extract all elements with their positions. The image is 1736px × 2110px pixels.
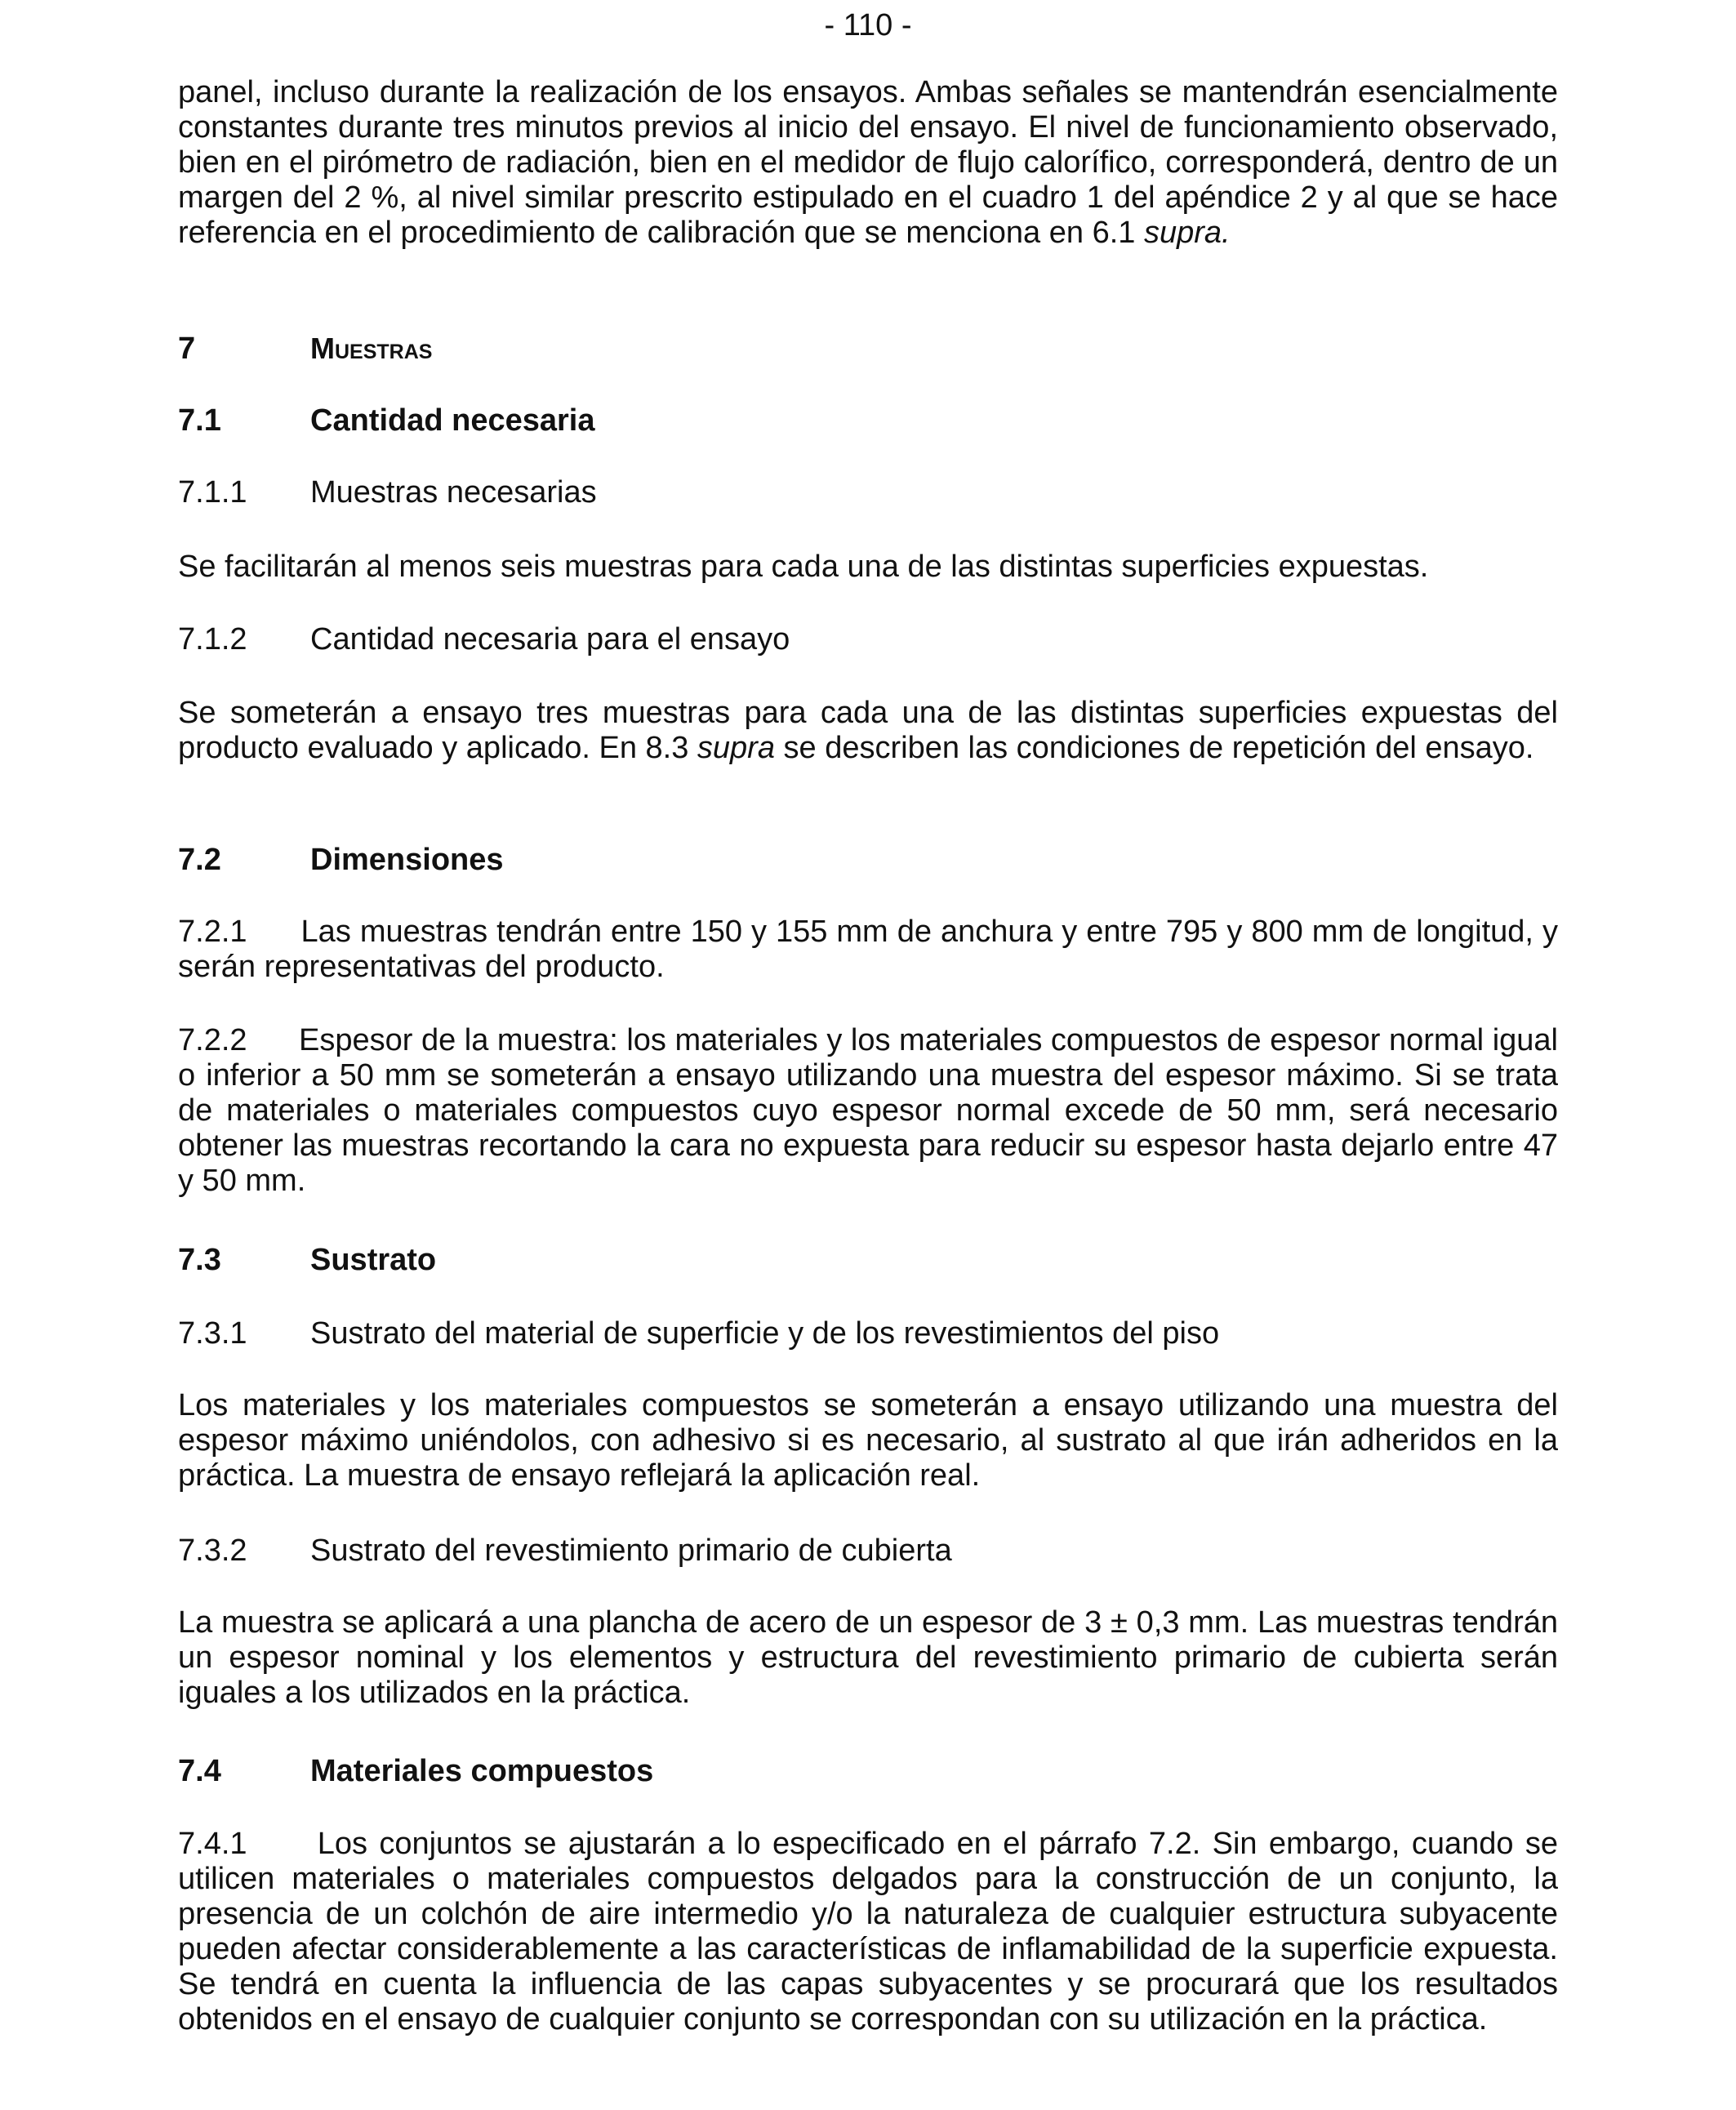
section-number: 7: [178, 332, 196, 366]
section-7-1-heading: [178, 402, 594, 439]
paragraph-7-1-1: Se facilitarán al menos seis muestras para cada una de las distintas superficies expuestas.: [178, 550, 1429, 584]
page-number: - 110 -: [824, 8, 912, 42]
section-7-3-heading: [178, 1241, 436, 1279]
section-number: 7.4: [178, 1754, 221, 1788]
section-number: 7.2: [178, 843, 221, 877]
section-7-3-2-heading: [178, 1532, 952, 1569]
section-7-3-1-heading: [178, 1315, 1219, 1352]
section-title: Cantidad necesaria para el ensayo: [310, 622, 790, 657]
paragraph-number: 7.2.1: [178, 915, 247, 949]
paragraph-7-1-2-italic: supra: [697, 731, 775, 765]
section-number: 7.1.1: [178, 475, 247, 510]
section-title: Sustrato del material de superficie y de los revestimientos del piso: [310, 1316, 1220, 1351]
section-number: 7.3.2: [178, 1534, 247, 1568]
paragraph-7-2-1: [178, 915, 1558, 985]
paragraph-number: 7.4.1: [178, 1827, 247, 1861]
paragraph-text: Las muestras tendrán entre 150 y 155 mm de anchura y entre 795 y 800 mm de longitud, y serán representativas del producto.: [178, 915, 1558, 984]
paragraph-7-1-2: [178, 696, 1558, 766]
section-7-4-heading: [178, 1752, 653, 1790]
paragraph-number: 7.2.2: [178, 1023, 247, 1057]
paragraph-7-3-2: La muestra se aplicará a una plancha de acero de un espesor de 3 ± 0,3 mm. Las muestras tendrán un espesor nominal y los elementos y estructura del revestimiento primario de cubierta serán iguales a los utilizados en la práctica.: [178, 1605, 1558, 1710]
section-title: Cantidad necesaria: [310, 403, 595, 438]
section-7-1-2-heading: [178, 621, 790, 658]
section-number: 7.3: [178, 1243, 221, 1277]
paragraph-text: Espesor de la muestra: los materiales y los materiales compuestos de espesor normal igual o inferior a 50 mm se someterán a ensayo utilizando una muestra del espesor máximo. Si se trata de materiales o materiales compuestos cuyo espesor normal excede de 50 mm, será necesario obtener las muestras recortando la cara no expuesta para reducir su espesor hasta dejarlo entre 47 y 50 mm.: [178, 1023, 1558, 1198]
paragraph-7-1-2-text-end: se describen las condiciones de repetición del ensayo.: [783, 731, 1534, 765]
section-title: Muestras: [310, 332, 433, 365]
paragraph-text: Los conjuntos se ajustarán a lo especificado en el párrafo 7.2. Sin embargo, cuando se utilicen materiales o materiales compuestos delgados para la construcción de un conjunto, la presencia de un colchón de aire intermedio y/o la naturaleza de cualquier estructura subyacente pueden afectar considerablemente a las características de inflamabilidad de la superficie expuesta. Se tendrá en cuenta la influencia de las capas subyacentes y se procurará que los resultados obtenidos en el ensayo de cualquier conjunto se correspondan con su utilización en la práctica.: [178, 1827, 1558, 2037]
section-7-1-1-heading: [178, 474, 597, 511]
section-title: Sustrato del revestimiento primario de cubierta: [310, 1534, 952, 1568]
section-number: 7.1.2: [178, 622, 247, 657]
paragraph-7-1-2-text: Se someterán a ensayo tres muestras para cada una de las distintas superficies expuestas del producto evaluado y aplicado. En 8.3: [178, 696, 1558, 765]
section-title: Sustrato: [310, 1243, 437, 1277]
paragraph-7-3-1: Los materiales y los materiales compuestos se someterán a ensayo utilizando una muestra del espesor máximo uniéndolos, con adhesivo si es necesario, al sustrato al que irán adheridos en la práctica. La muestra de ensayo reflejará la aplicación real.: [178, 1388, 1558, 1493]
section-number: 7.1: [178, 403, 221, 438]
section-title: Muestras necesarias: [310, 475, 597, 510]
section-7-heading: [178, 330, 432, 367]
paragraph-intro-text: panel, incluso durante la realización de los ensayos. Ambas señales se mantendrán esencialmente constantes durante tres minutos previos al inicio del ensayo. El nivel de funcionamiento observado, bien en el pirómetro de radiación, bien en el medidor de flujo calorífico, corresponderá, dentro de un margen del 2 %, al nivel similar prescrito estipulado en el cuadro 1 del apéndice 2 y al que se hace referencia en el procedimiento de calibración que se menciona en 6.1: [178, 75, 1558, 250]
section-7-2-heading: [178, 841, 504, 879]
section-title: Materiales compuestos: [310, 1754, 654, 1788]
paragraph-7-2-2: [178, 1023, 1558, 1199]
section-number: 7.3.1: [178, 1316, 247, 1351]
paragraph-intro: [178, 75, 1558, 251]
section-title: Dimensiones: [310, 843, 504, 877]
paragraph-intro-italic: supra.: [1143, 216, 1231, 250]
paragraph-7-4-1: [178, 1827, 1558, 2037]
